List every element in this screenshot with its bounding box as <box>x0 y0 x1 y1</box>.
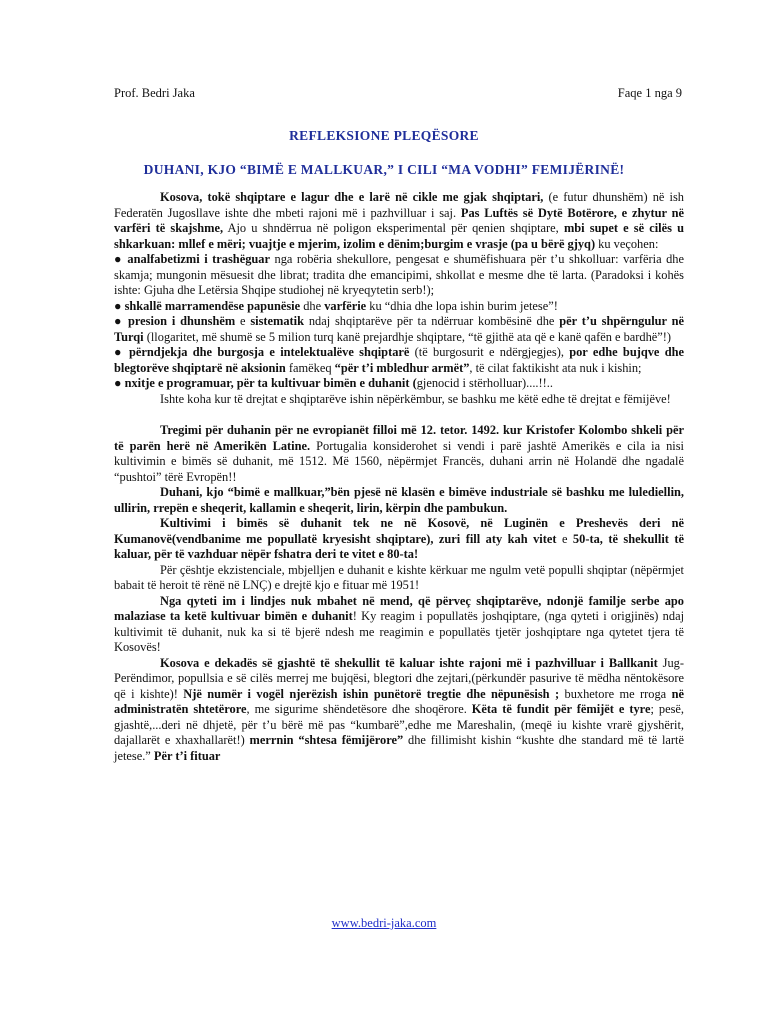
intro-text-2: Ajo u shndërrua në poligon eksperimental për qenien shqiptare, <box>223 221 564 235</box>
bullet-item-illiteracy <box>114 252 684 299</box>
bullet-text: gjenocid i stërholluar)....!!.. <box>416 376 553 390</box>
bullet-bold: sistematik <box>250 314 305 328</box>
bullet-bold: por edhe bujqve dhe blegtorëve shqiptarë në aksionin <box>114 345 684 375</box>
bullet-bold: analfabetizmi i trashëguar <box>122 252 270 266</box>
bullet-icon: ● <box>114 345 124 359</box>
bullet-bold: presion i dhunshëm <box>123 314 236 328</box>
website-link[interactable]: www.bedri-jaka.com <box>331 916 437 930</box>
bullet-bold: për t’u shpërngulur në Turqi <box>114 314 685 344</box>
bullet-bold: shkallë marramendëse papunësie <box>121 298 301 313</box>
bullet-bold: nxitje e programuar, për ta kultivuar bimën e duhanit ( <box>121 376 417 390</box>
bullet-bold: “për t’i mbledhur armët” <box>334 360 470 375</box>
bullet-text: ku “dhia dhe lopa ishin burim jetese”! <box>366 298 558 313</box>
cultivation-bold-2: 50-ta, të shekullit të kaluar, për të vazhduar nëpër fshatra deri te vitet e 80-ta! <box>114 531 684 561</box>
paragraph-spacer <box>114 407 684 423</box>
paragraph-intro <box>114 190 684 252</box>
intro-text-1: (e futur dhunshëm) në ish Federatën Jugosllave ishte dhe mbeti rajoni më i pazhvilluar i saj. <box>114 190 684 220</box>
bullet-icon: ● <box>114 252 123 266</box>
bullet-item-unemployment <box>114 299 684 315</box>
document-title: DUHANI, KJO “BIMË E MALLKUAR,” I CILI “MA VODHI” FEMIJËRINË! <box>143 162 625 177</box>
decade-text-3: , me sigurime shëndetësore dhe shoqërore. <box>246 702 472 716</box>
bullet-text: (të burgosurit e ndërgjegjes), <box>409 345 570 359</box>
decade-text-1: Jug-Perëndimor, popullsia e së cilës merrej me bujqësi, blegtori dhe zejtari,(përkundër pasurive të mëdha nëntokësore që i kishte)! <box>114 655 685 701</box>
page-header <box>114 86 682 101</box>
bullet-text: , të cilat faktikisht ata nuk i kishin; <box>469 360 642 375</box>
paragraph-kosovo-decade <box>114 656 684 765</box>
intro-bold-3: mbi supet e së cilës u shkarkuan: mllef e mëri; vuajtje e mjerim, izolim e dënim;burgim e vrasje (pa u bërë gjyq) <box>114 221 684 251</box>
author-name: Prof. Bedri Jaka <box>114 86 195 100</box>
bullet-text: famëkeq <box>285 360 335 375</box>
decade-text-4: ; pesë, gjashtë,...deri në dhjetë, për t’u bërë më pas “kumbarë”,edhe me Mareshalin, (meqë iu kishte vrarë gjyshërit, dajallarët e xhaxhallarët!) <box>114 702 684 747</box>
decade-bold-6: Për t’i fituar <box>153 748 221 763</box>
bullet-icon: ● <box>114 376 122 390</box>
document-supertitle: REFLEKSIONE PLEQËSORE <box>289 128 479 143</box>
paragraph-existential: Për çështje ekzistenciale, mbjelljen e duhanit e kishte kërkuar me ngulm vetë populli shqiptar (nëpërmjet babait të heroit të rënë në LNÇ) e drejtë kjo e fituar më 1951! <box>114 562 684 592</box>
bullet-item-persecution <box>114 345 684 376</box>
paragraph-plant <box>114 485 684 516</box>
decade-text-5: dhe fillimisht kishin “kushte dhe standard më të lartë jetese.” <box>114 733 684 763</box>
paragraph-history <box>114 423 684 485</box>
bullet-icon: ● <box>114 314 124 328</box>
hometown-text: ! Ky reagim i popullatës joshqiptare, (nga qyteti i origjinës) ndaj kultivimit të duhanit, nuk ka si të bjerë ndesh me reagimin e popullatës tjetër joshqiptare nga qytetet tjera të Kosovës! <box>114 609 685 654</box>
decade-bold-3: në administratën shtetërore <box>114 686 685 716</box>
paragraph-cultivation <box>114 516 684 563</box>
bullet-text: (llogaritet, më shumë se 5 milion turq kanë prejardhje shqiptare, “të gjithë ata që e kanë qafën e bardhë”!) <box>143 329 672 344</box>
intro-bold-2: Pas Luftës së Dytë Botërore, e zhytur në varfëri të skajshme, <box>114 205 684 235</box>
decade-text-2: buxhetore me rroga <box>559 686 672 701</box>
cultivation-bold-1: Kultivimi i bimës së duhanit tek ne në Kosovë, në Luginën e Preshevës deri në Kumanovë(vendbanime me popullatë kryesisht shqiptare), zuri fill aty kah vitet <box>114 516 684 546</box>
cultivation-text: e <box>556 531 573 546</box>
decade-bold-5: merrnin “shtesa fëmijërore” <box>249 733 404 747</box>
bullet-text: e <box>235 314 251 328</box>
bullet-text: dhe <box>300 298 325 313</box>
intro-bold-1: Kosova, tokë shqiptare e lagur dhe e larë në cikle me gjak shqiptari, <box>160 190 544 204</box>
intro-text-3: ku veçohen: <box>595 236 659 251</box>
history-bold: Tregimi për duhanin për ne evropianët filloi më 12. tetor. 1492. kur Kristofer Kolombo shkeli për të parën herë në Amerikën Latine. <box>114 423 684 453</box>
bullet-item-pressure <box>114 314 684 345</box>
document-body <box>114 190 684 764</box>
plant-bold: Duhani, kjo “bimë e mallkuar,”bën pjesë në klasën e bimëve industriale së bashku me lulediellin, ullirin, rrepën e sheqerit, kallamin e sheqerit, lirin, kërpin dhe pambukun. <box>114 485 684 515</box>
decade-bold-2: Një numër i vogël njerëzish ishin punëtorë tregtie dhe nëpunësish ; <box>183 686 560 701</box>
bullet-icon: ● <box>114 298 122 313</box>
bullet-bold: varfërie <box>324 298 367 313</box>
hometown-bold: Nga qyteti im i lindjes nuk mbahet në mend, që përveç shqiptarëve, ndonjë familje serbe apo malaziase ta ketë kultivuar bimën e duhanit <box>114 593 684 623</box>
page-footer <box>0 916 768 931</box>
page-number: Faqe 1 nga 9 <box>617 86 682 100</box>
bullet-text: nga robëria shekullore, pengesat e shumëfishuara për t’u shkolluar: varfëria dhe skamja; mungonin mësuesit dhe librat; tradita dhe emancipimi, shkollat e mesme dhe të larta. (Paradoksi i kohës ishte: Gjuha dhe Letërsia Shqipe studiohej në kryeqytetin serb!); <box>114 252 684 297</box>
bullet-bold: përndjekja dhe burgosja e intelektualëve shqiptarë <box>123 345 410 359</box>
paragraph-rights: Ishte koha kur të drejtat e shqiptarëve ishin nëpërkëmbur, se bashku me këtë edhe të drejtat e fëmijëve! <box>160 391 671 406</box>
history-text: Portugalia konsiderohet si vendi i parë jashtë Amerikës e cila ia nisi kultivimin e bimës së duhanit, më 1512. Më 1560, nëpërmjet Francës, duhani arrin në Holandë dhe ngadalë “pushtoi” tërë Evropën!! <box>114 438 685 484</box>
bullet-text: ndaj shqiptarëve për ta ndërruar kombësinë dhe <box>304 314 560 328</box>
paragraph-hometown <box>114 594 684 656</box>
decade-bold-1: Kosova e dekadës së gjashtë të shekullit të kaluar ishte rajoni më i pazhvilluar i Ballkanit <box>160 655 658 670</box>
bullet-item-tobacco <box>114 376 684 392</box>
decade-bold-4: Këta të fundit për fëmijët e tyre <box>471 702 651 716</box>
